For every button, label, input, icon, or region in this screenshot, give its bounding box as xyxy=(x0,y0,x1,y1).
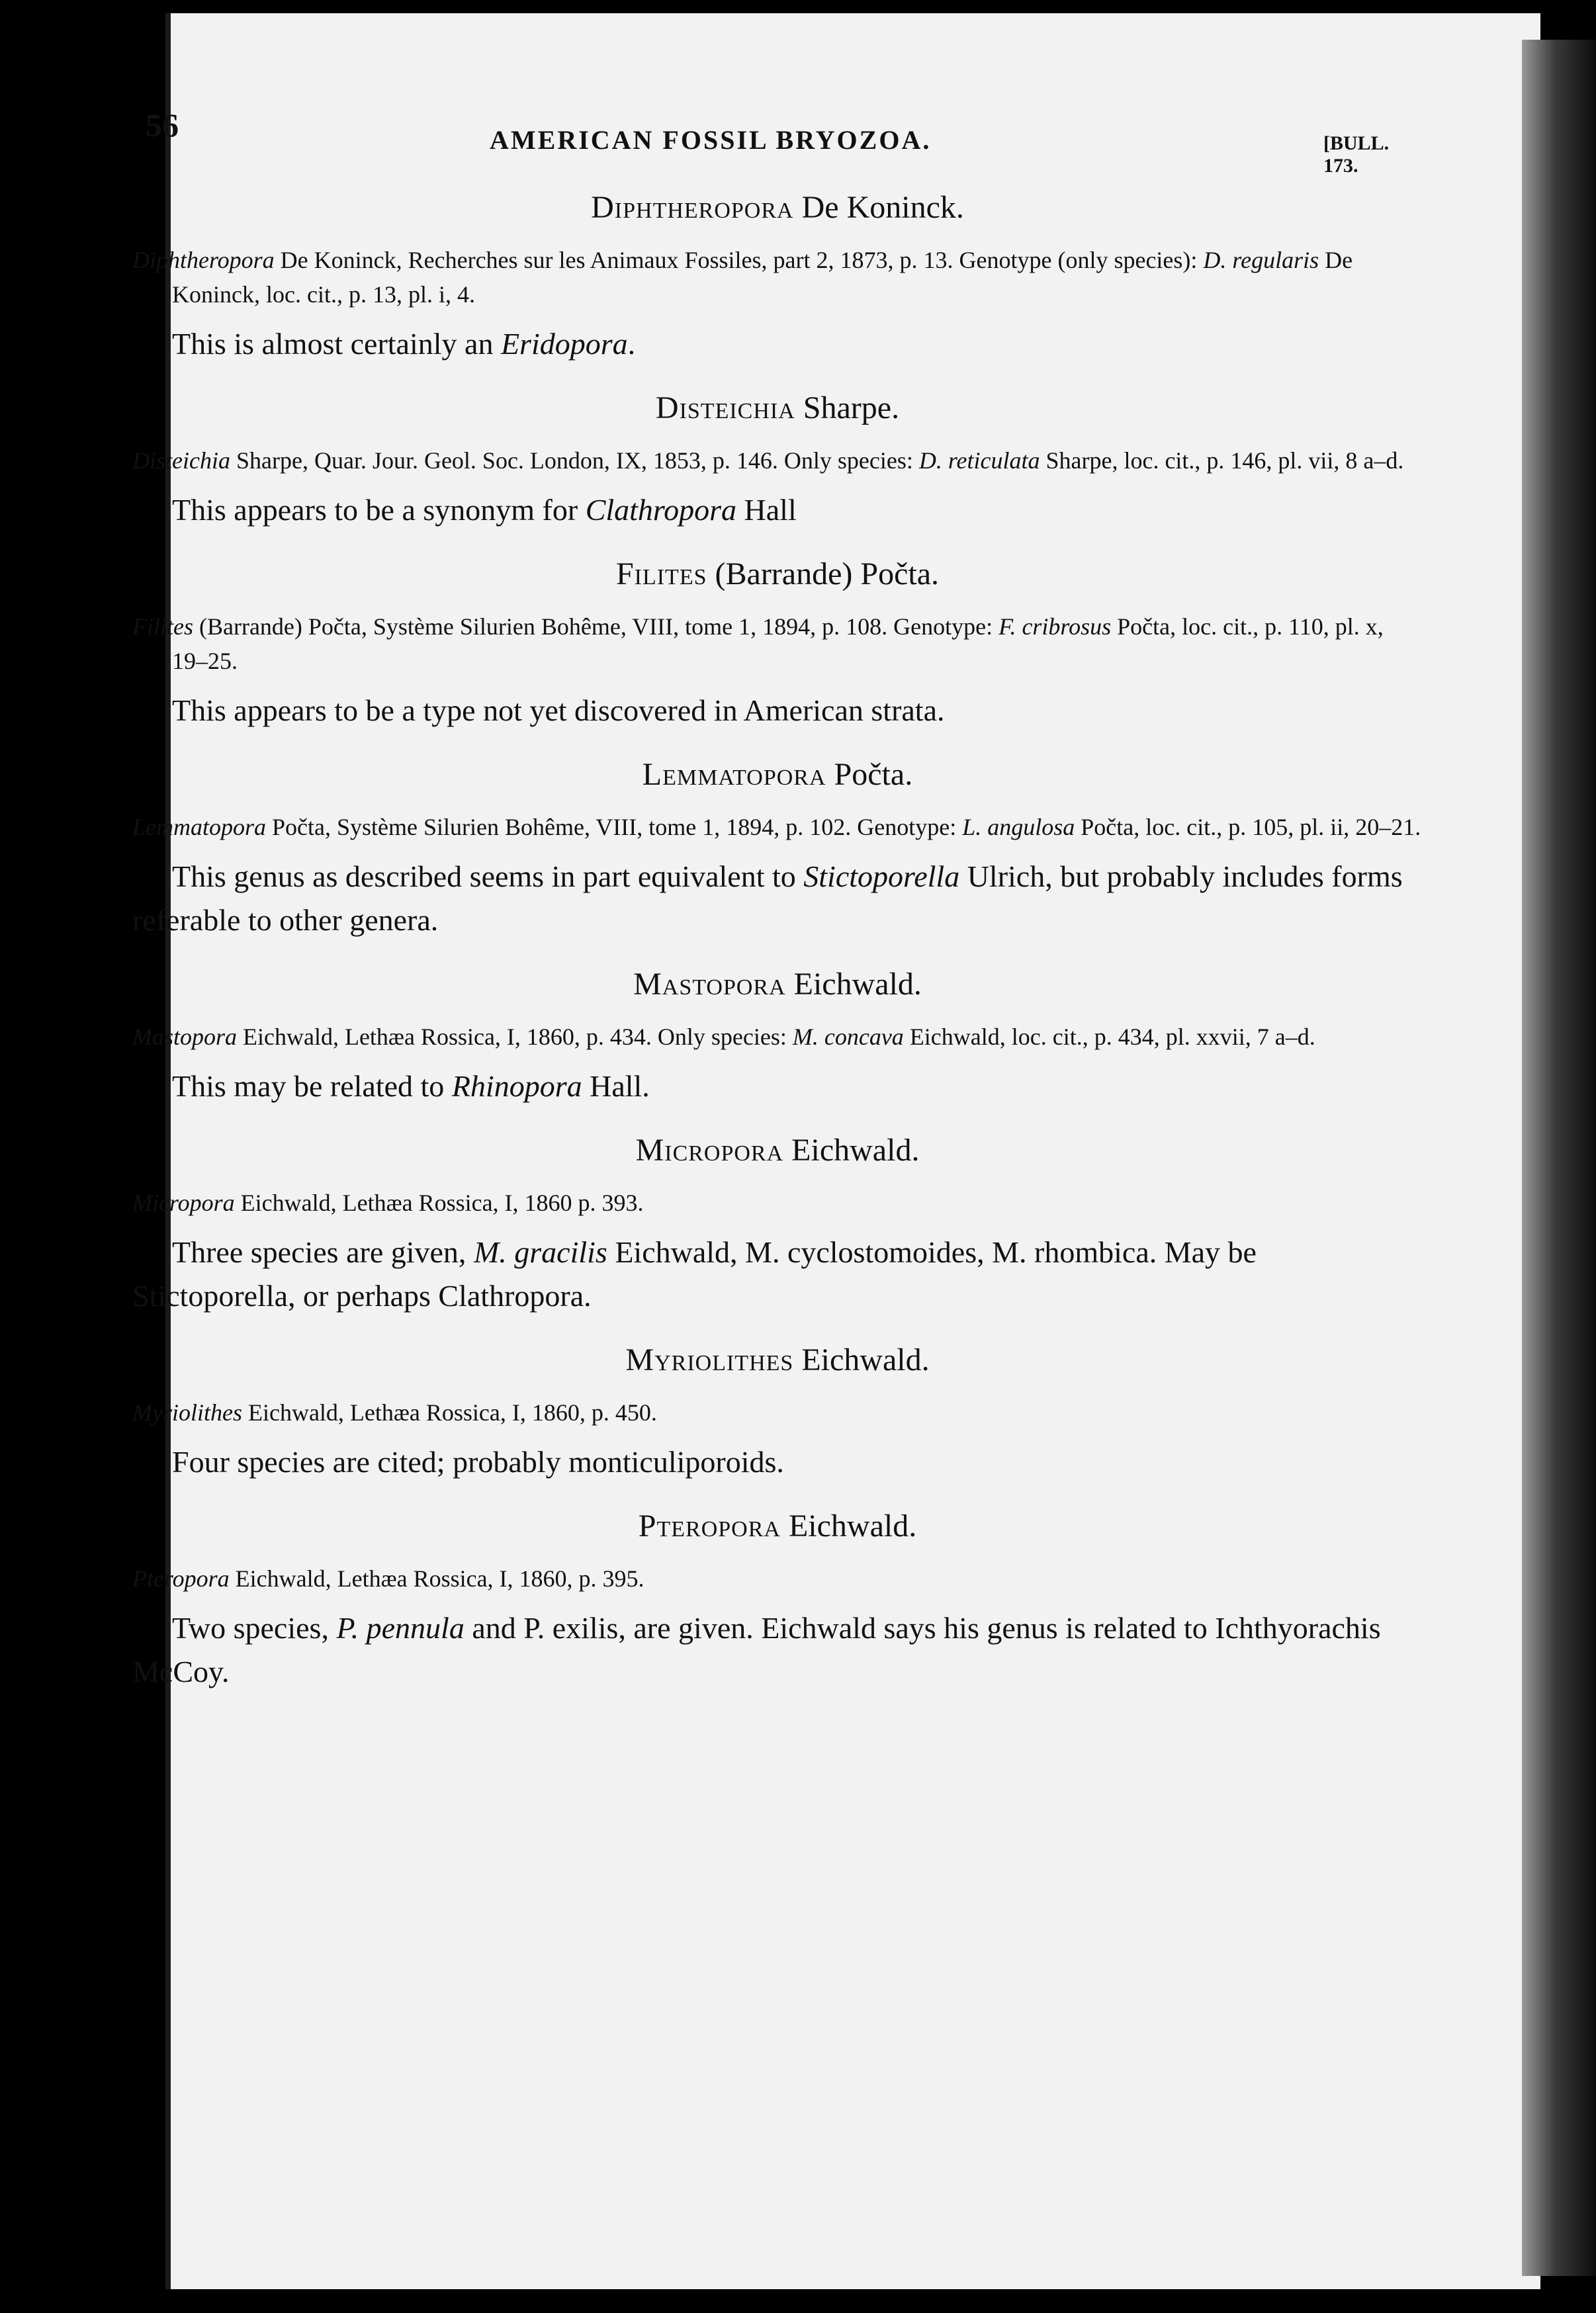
page-content xyxy=(132,93,1423,1706)
genus-entry xyxy=(132,556,1423,732)
reference: Mastopora Eichwald, Lethæa Rossica, I, 1860, p. 434. Only species: M. concava Eichwald, loc. cit., p. 434, pl. xxvii, 7 a–d. xyxy=(132,1024,1315,1050)
genus-heading: Disteichia Sharpe. xyxy=(655,390,900,425)
genus-heading: Diphtheropora De Koninck. xyxy=(591,190,964,225)
reference: Diphtheropora De Koninck, Recherches sur les Animaux Fossiles, part 2, 1873, p. 13. Genotype (only species): D. regularis De Koninck, loc. cit., p. 13, pl. i, 4. xyxy=(132,247,1353,308)
reference: Disteichia Sharpe, Quar. Jour. Geol. Soc. London, IX, 1853, p. 146. Only species: D. reticulata Sharpe, loc. cit., p. 146, pl. vii, 8 a–d. xyxy=(132,447,1404,474)
genus-heading: Micropora Eichwald. xyxy=(635,1133,920,1168)
page-header xyxy=(132,93,1423,177)
remark: This may be related to Rhinopora Hall. xyxy=(172,1069,650,1103)
reference: Pteropora Eichwald, Lethæa Rossica, I, 1860, p. 395. xyxy=(132,1565,644,1592)
remark: This genus as described seems in part equivalent to Stictoporella Ulrich, but probably includes forms referable to other genera. xyxy=(132,859,1403,937)
genus-heading: Pteropora Eichwald. xyxy=(638,1508,917,1544)
book-edge-shadow xyxy=(1522,40,1596,2276)
genus-entry xyxy=(132,390,1423,532)
genus-heading: Myriolithes Eichwald. xyxy=(625,1342,930,1377)
genus-entry xyxy=(132,756,1423,942)
remark: Four species are cited; probably monticuliporoids. xyxy=(172,1445,784,1479)
reference: Lemmatopora Počta, Système Silurien Bohême, VIII, tome 1, 1894, p. 102. Genotype: L. angulosa Počta, loc. cit., p. 105, pl. ii, 20–21. xyxy=(132,814,1421,840)
remark: This appears to be a type not yet discovered in American strata. xyxy=(172,693,945,727)
remark: Three species are given, M. gracilis Eichwald, M. cyclostomoides, M. rhombica. May be Stictoporella, or perhaps Clathropora. xyxy=(132,1235,1257,1313)
remark: This is almost certainly an Eridopora. xyxy=(172,327,636,361)
reference: Filites (Barrande) Počta, Système Silurien Bohême, VIII, tome 1, 1894, p. 108. Genotype: F. cribrosus Počta, loc. cit., p. 110, pl. x, 19–25. xyxy=(132,613,1384,674)
genus-entry xyxy=(132,1342,1423,1484)
genus-entry xyxy=(132,1508,1423,1694)
page-number: 56 xyxy=(146,107,179,144)
genus-heading: Lemmatopora Počta. xyxy=(642,757,913,792)
reference: Myriolithes Eichwald, Lethæa Rossica, I, 1860, p. 450. xyxy=(132,1399,657,1426)
reference: Micropora Eichwald, Lethæa Rossica, I, 1860 p. 393. xyxy=(132,1190,644,1216)
genus-entry xyxy=(132,1132,1423,1318)
genus-heading: Mastopora Eichwald. xyxy=(633,967,922,1002)
genus-entry xyxy=(132,966,1423,1108)
genus-entry xyxy=(132,189,1423,366)
remark: This appears to be a synonym for Clathropora Hall xyxy=(172,493,797,527)
remark: Two species, P. pennula and P. exilis, are given. Eichwald says his genus is related to Ichthyorachis McCoy. xyxy=(132,1611,1381,1688)
running-title: AMERICAN FOSSIL BRYOZOA. xyxy=(490,125,932,155)
bulletin-label: [BULL. 173. xyxy=(1323,132,1390,177)
genus-heading: Filites (Barrande) Počta. xyxy=(615,556,940,591)
